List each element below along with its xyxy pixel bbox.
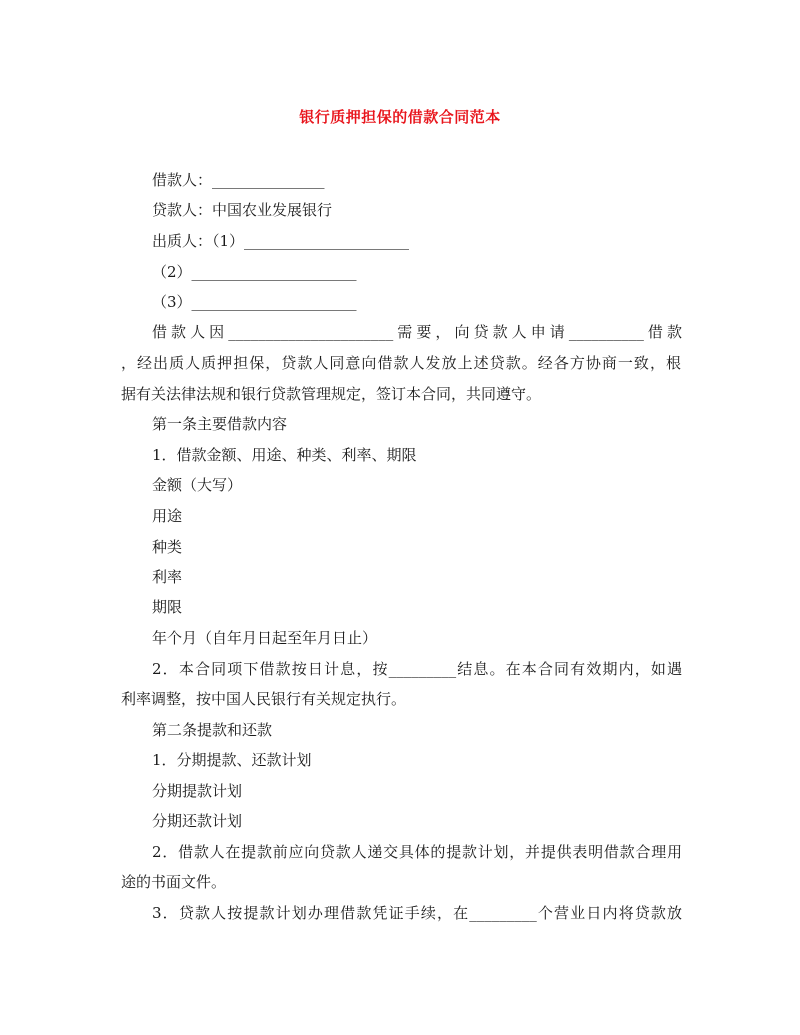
field-label: 种类 — [152, 538, 183, 556]
field-label: 用途 — [152, 507, 183, 525]
section-heading: 第二条提款和还款 — [152, 721, 273, 739]
paragraph-line: 2．本合同项下借款按日计息，按_________结息。在本合同有效期内，如遇 — [152, 660, 682, 678]
paragraph-line: 利率调整，按中国人民银行有关规定执行。 — [121, 690, 407, 708]
pledgor-line-1: 出质人：（1）______________________ — [152, 232, 410, 250]
paragraph-line: 据有关法律法规和银行贷款管理规定，签订本合同，共同遵守。 — [121, 385, 542, 403]
field-label: 分期提款计划 — [152, 782, 243, 800]
pledgor-line-2: （2）______________________ — [152, 263, 357, 281]
field-label: 金额（大写） — [152, 476, 243, 494]
term-line: 年个月（自年月日起至年月日止） — [152, 629, 378, 647]
field-label: 利率 — [152, 568, 183, 586]
lender-line: 贷款人：中国农业发展银行 — [152, 201, 333, 219]
paragraph-line: ，经出质人质押担保，贷款人同意向借款人发放上述贷款。经各方协商一致，根 — [121, 354, 681, 372]
field-label: 期限 — [152, 598, 183, 616]
pledgor-line-3: （3）______________________ — [152, 293, 357, 311]
borrower-line: 借款人：_______________ — [152, 171, 325, 189]
list-item: 1．分期提款、还款计划 — [152, 751, 312, 769]
list-item: 1．借款金额、用途、种类、利率、期限 — [152, 446, 417, 464]
document-title: 银行质押担保的借款合同范本 — [299, 108, 501, 126]
paragraph-line: 借款人因______________________需要，向贷款人申请__________借款 — [152, 323, 682, 341]
paragraph-line: 2．借款人在提款前应向贷款人递交具体的提款计划，并提供表明借款合理用 — [152, 843, 682, 861]
paragraph-line: 3．贷款人按提款计划办理借款凭证手续，在_________个营业日内将贷款放 — [152, 904, 682, 922]
field-label: 分期还款计划 — [152, 812, 243, 830]
paragraph-line: 途的书面文件。 — [121, 873, 227, 891]
section-heading: 第一条主要借款内容 — [152, 415, 288, 433]
